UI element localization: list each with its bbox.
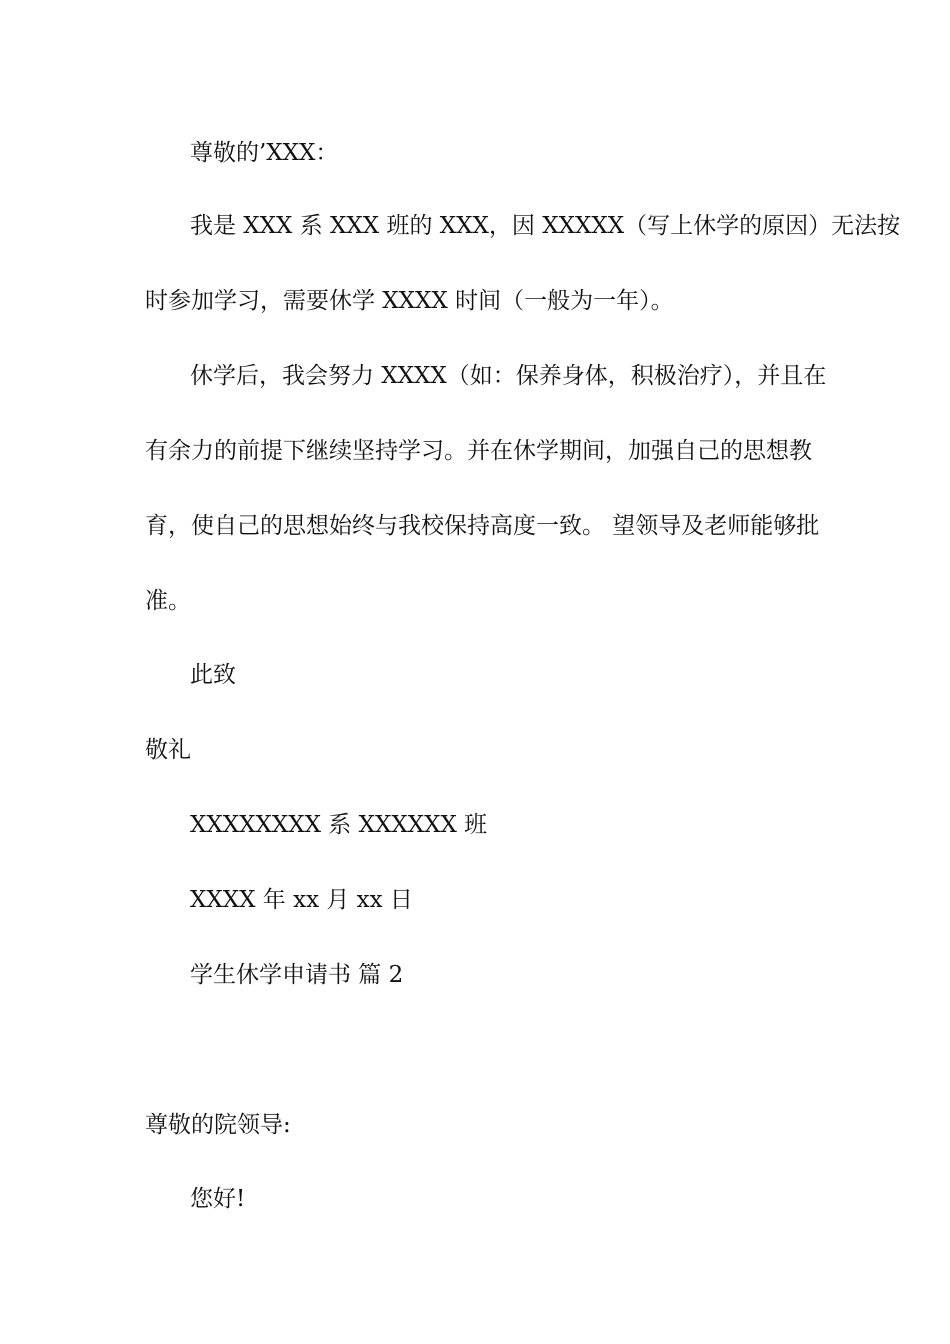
paragraph-1-line-2: 时参加学习，需要休学 XXXX 时间（一般为一年）。 xyxy=(145,288,674,314)
signature-date: XXXX 年 xx 月 xx 日 xyxy=(190,887,413,913)
salutation: 尊敬的’XXX： xyxy=(190,140,339,166)
paragraph-2-line-1: 休学后，我会努力 XXXX（如：保养身体，积极治疗），并且在 xyxy=(190,363,827,389)
salutation-2: 尊敬的院领导: xyxy=(145,1112,291,1138)
paragraph-1-line-1: 我是 XXX 系 XXX 班的 XXX，因 XXXXX（写上休学的原因）无法按 xyxy=(190,213,901,239)
paragraph-2-line-4: 准。 xyxy=(145,588,191,614)
paragraph-2-line-3: 育，使自己的思想始终与我校保持高度一致。 望领导及老师能够批 xyxy=(145,513,820,539)
greeting-2: 您好! xyxy=(190,1186,246,1212)
paragraph-2-line-2: 有余力的前提下继续坚持学习。并在休学期间，加强自己的思想教 xyxy=(145,438,812,464)
section-title: 学生休学申请书 篇 2 xyxy=(190,962,404,988)
signature-department: XXXXXXXX 系 XXXXXX 班 xyxy=(190,812,488,838)
closing-salute: 敬礼 xyxy=(145,737,191,763)
closing-phrase: 此致 xyxy=(190,662,236,688)
